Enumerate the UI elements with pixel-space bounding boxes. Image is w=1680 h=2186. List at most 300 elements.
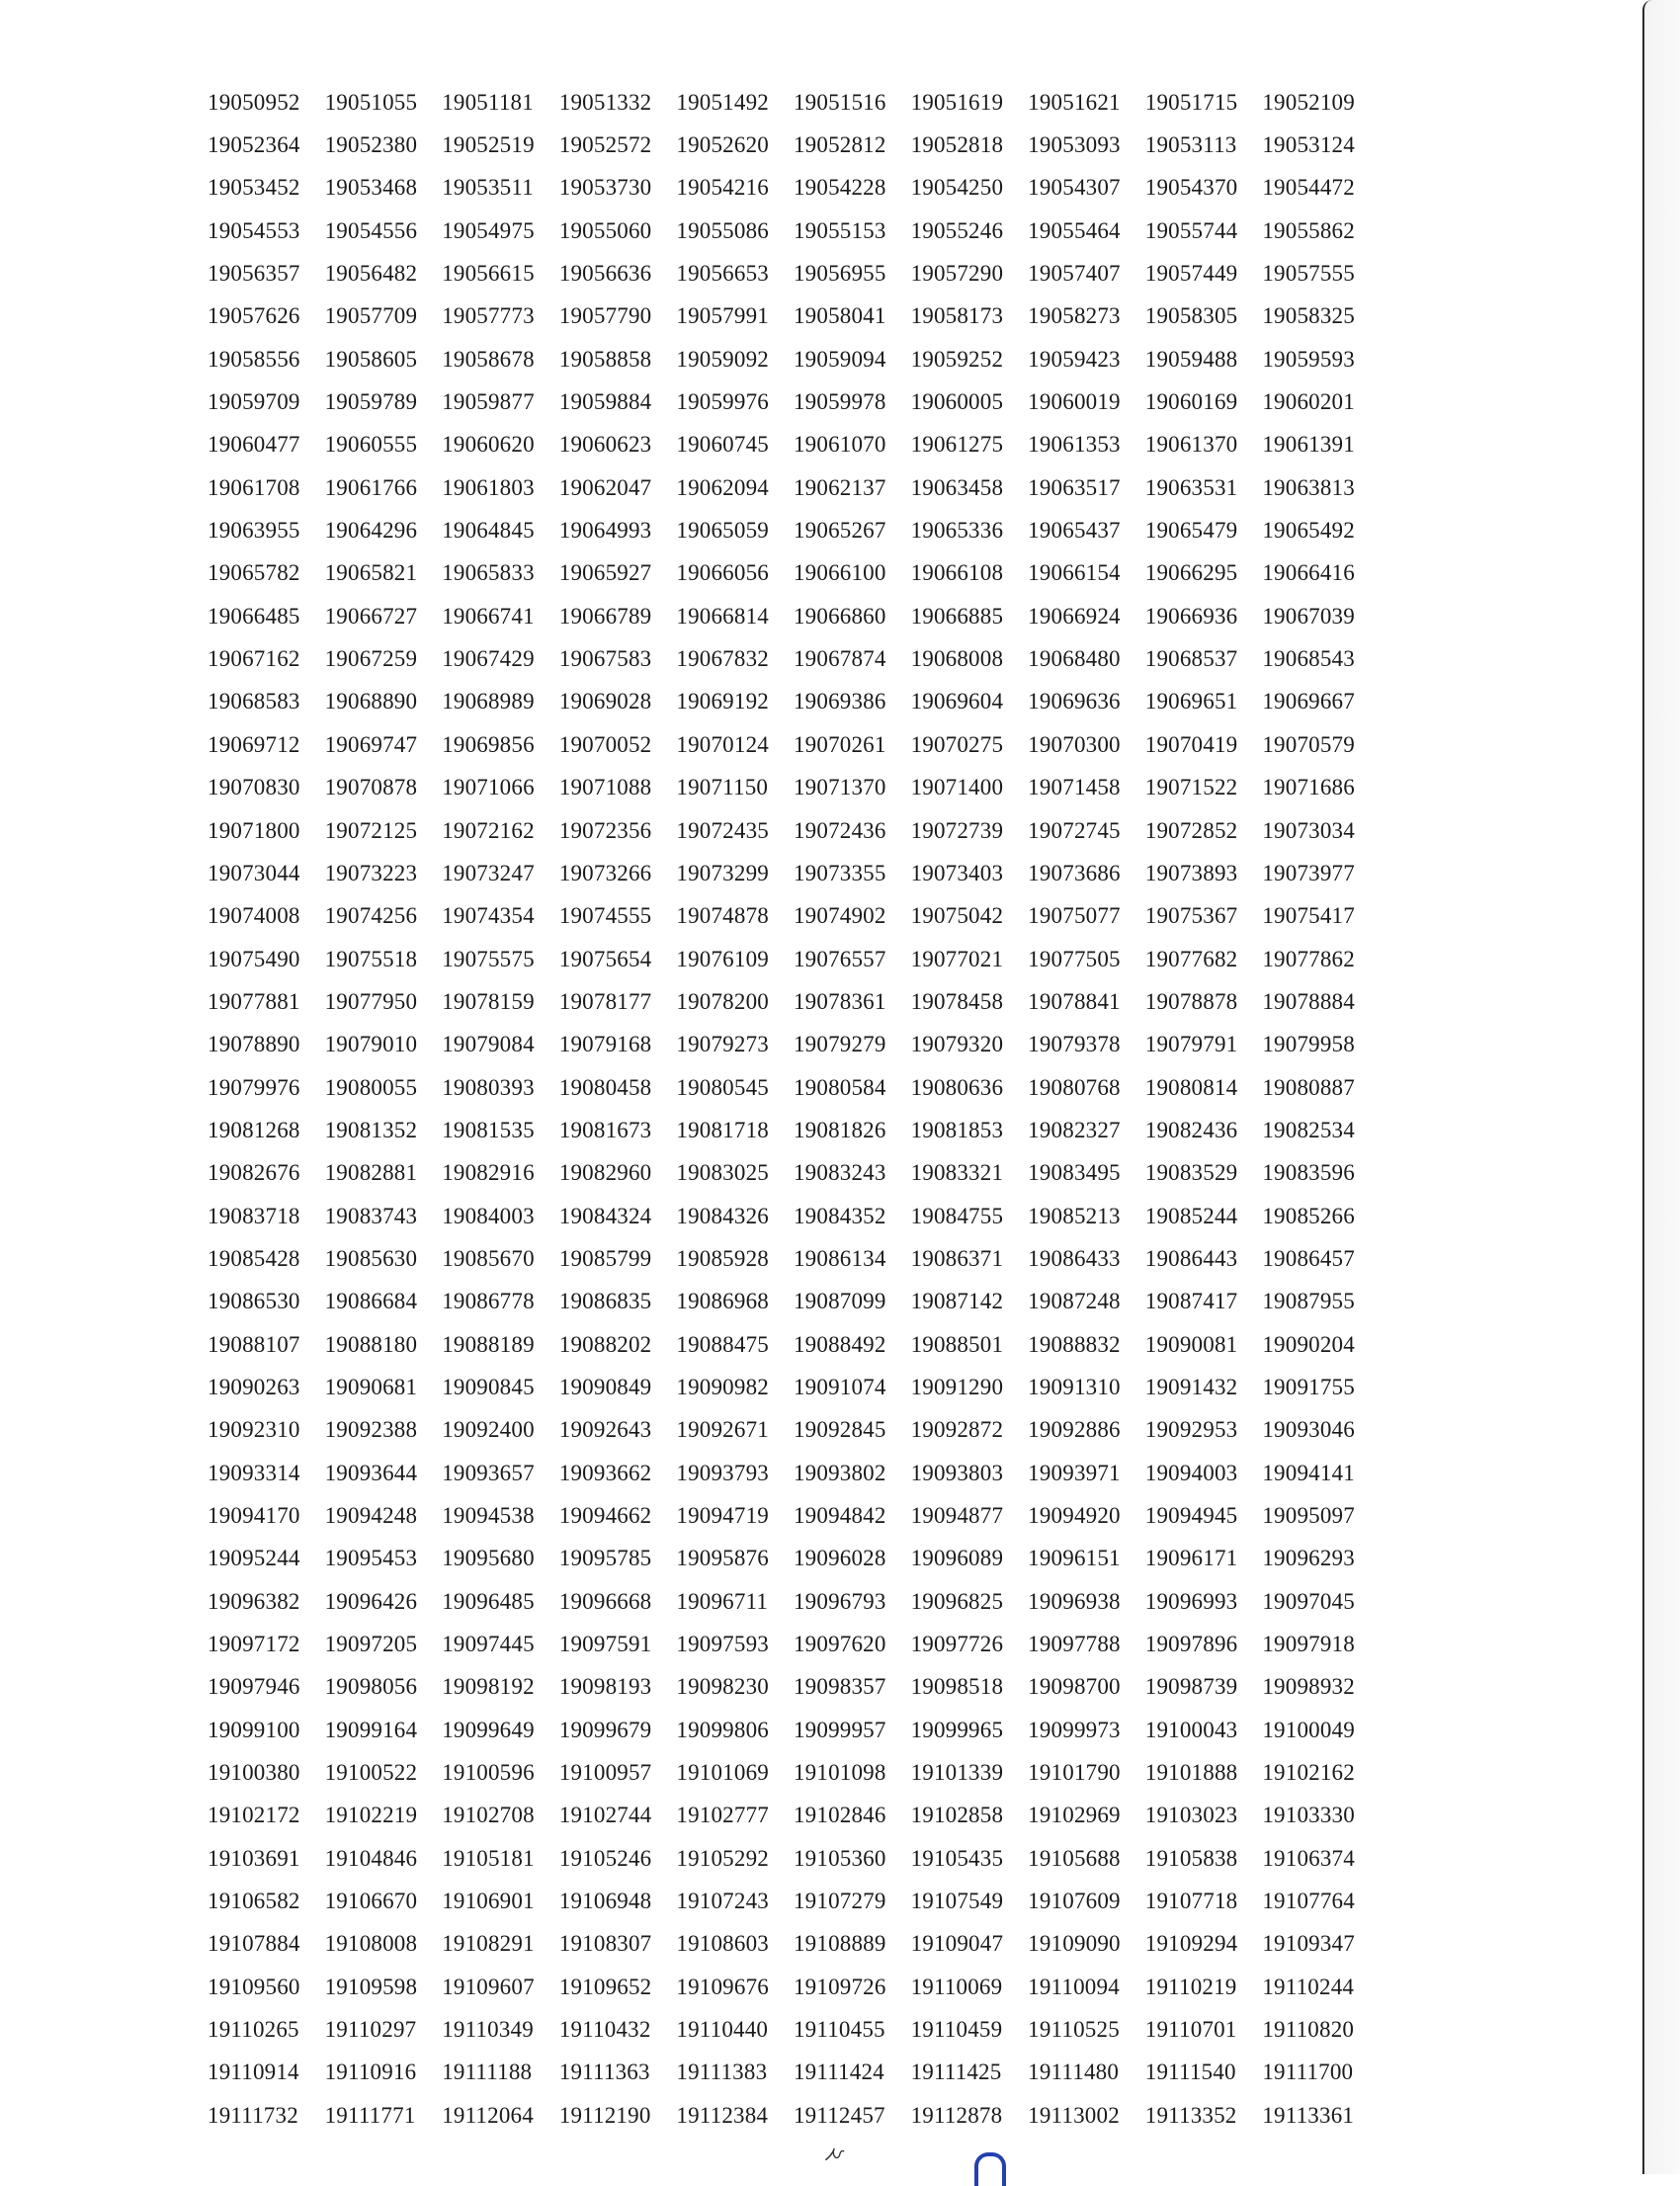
number-row [208,767,1393,809]
roll-number: 19065821 [324,560,418,586]
roll-number: 19102172 [208,1803,300,1828]
roll-number: 19073044 [208,860,300,885]
roll-number: 19096993 [1144,1588,1238,1614]
roll-number: 19075042 [910,903,1004,929]
roll-number: 19060201 [1262,389,1355,415]
roll-number: 19056615 [442,261,535,287]
roll-number: 19081535 [442,1117,535,1142]
roll-number: 19066416 [1262,560,1355,586]
roll-number: 19074256 [324,903,418,929]
roll-number: 19110219 [1144,1974,1237,1999]
roll-number: 19093046 [1262,1417,1355,1443]
roll-number: 19068989 [442,689,535,715]
roll-number: 19069747 [324,731,418,757]
ink-mark [974,2152,1006,2186]
roll-number: 19081268 [208,1117,300,1142]
roll-number: 19110701 [1144,2017,1237,2043]
roll-number: 19110820 [1262,2017,1355,2043]
roll-number: 19102219 [324,1803,418,1828]
roll-number: 19053124 [1262,132,1355,158]
roll-number: 19107279 [793,1889,886,1914]
roll-number: 19063517 [1028,474,1121,500]
roll-number: 19093793 [676,1460,769,1485]
roll-number: 19071400 [910,775,1004,800]
roll-number: 19056955 [793,261,886,287]
roll-number: 19056653 [676,261,769,287]
roll-number: 19110297 [324,2017,417,2043]
number-row [208,1837,1393,1880]
roll-number: 19083596 [1262,1160,1355,1186]
roll-number: 19085244 [1144,1203,1238,1228]
number-row [208,1066,1393,1109]
roll-number: 19111732 [208,2102,298,2128]
roll-number: 19065927 [558,560,652,586]
number-row [208,938,1393,980]
roll-number: 19087248 [1028,1289,1121,1314]
roll-number: 19066154 [1028,560,1121,586]
roll-number: 19080814 [1144,1074,1238,1100]
roll-number: 19066860 [793,603,886,629]
roll-number: 19083243 [793,1160,886,1186]
roll-number: 19110349 [442,2017,534,2043]
roll-number: 19086134 [793,1245,886,1271]
roll-number: 19070275 [910,731,1004,757]
roll-number: 19051492 [676,89,769,115]
roll-number: 19088189 [442,1331,535,1357]
roll-number: 19066814 [676,603,769,629]
roll-number: 19051715 [1144,89,1238,115]
roll-number: 19055464 [1028,217,1121,243]
roll-number: 19058173 [910,303,1004,329]
roll-number: 19110455 [793,2017,885,2043]
roll-number: 19072436 [793,817,886,843]
roll-number: 19094003 [1144,1460,1238,1485]
roll-number: 19111540 [1144,2060,1236,2085]
roll-number: 19071686 [1262,775,1355,800]
roll-number: 19057407 [1028,261,1121,287]
roll-number: 19111383 [676,2060,768,2085]
roll-number: 19105292 [676,1845,769,1871]
roll-number: 19054472 [1262,175,1355,201]
roll-number: 19105181 [442,1845,535,1871]
roll-number: 19083025 [676,1160,769,1186]
roll-number: 19072739 [910,817,1004,843]
roll-number: 19098193 [558,1674,652,1700]
roll-number: 19088107 [208,1331,300,1357]
roll-number: 19060623 [558,432,652,458]
roll-number: 19111771 [324,2102,416,2128]
roll-number: 19100043 [1144,1717,1238,1742]
roll-number: 19097620 [793,1632,886,1657]
roll-number: 19055744 [1144,217,1238,243]
roll-number: 19075417 [1262,903,1355,929]
roll-number: 19082960 [558,1160,652,1186]
roll-number: 19072852 [1144,817,1238,843]
roll-number: 19107718 [1144,1889,1238,1914]
roll-number: 19108291 [442,1931,535,1957]
roll-number: 19068480 [1028,646,1121,672]
roll-number: 19064993 [558,518,652,544]
roll-number: 19073247 [442,860,535,885]
roll-number: 19060005 [910,389,1004,415]
roll-number: 19073355 [793,860,886,885]
roll-number: 19079279 [793,1032,886,1057]
roll-number: 19069856 [442,731,535,757]
roll-number: 19106670 [324,1889,418,1914]
roll-number: 19092400 [442,1417,535,1443]
roll-number: 19070052 [558,731,652,757]
roll-number: 19052818 [910,132,1004,158]
roll-number: 19107884 [208,1931,300,1957]
roll-number: 19096028 [793,1546,886,1571]
roll-number: 19102846 [793,1803,886,1828]
roll-number: 19058273 [1028,303,1121,329]
roll-number: 19058041 [793,303,886,329]
roll-number: 19085213 [1028,1203,1121,1228]
roll-number: 19066100 [793,560,886,586]
number-row [208,2094,1393,2137]
roll-number: 19084352 [793,1203,886,1228]
roll-number: 19064845 [442,518,535,544]
roll-number: 19094170 [208,1503,300,1529]
roll-number: 19086968 [676,1289,769,1314]
roll-number: 19081352 [324,1117,418,1142]
roll-number: 19067874 [793,646,886,672]
roll-number: 19085799 [558,1245,652,1271]
roll-number: 19056482 [324,261,418,287]
roll-number: 19077021 [910,946,1004,971]
roll-number: 19074878 [676,903,769,929]
roll-number: 19054556 [324,217,418,243]
roll-number: 19094248 [324,1503,418,1529]
number-row [208,1580,1393,1623]
roll-number: 19073403 [910,860,1004,885]
roll-number: 19059488 [1144,346,1238,372]
roll-number: 19061708 [208,474,300,500]
roll-number: 19086530 [208,1289,300,1314]
roll-number: 19086371 [910,1245,1004,1271]
roll-number: 19079791 [1144,1032,1238,1057]
number-row [208,466,1393,509]
page-number: ২ [821,2145,851,2163]
roll-number: 19111700 [1262,2060,1354,2085]
roll-number: 19071800 [208,817,300,843]
number-row [208,895,1393,938]
roll-number: 19078890 [208,1032,300,1057]
roll-number: 19095097 [1262,1503,1355,1529]
roll-number: 19052812 [793,132,886,158]
roll-number: 19067429 [442,646,535,672]
roll-number: 19069636 [1028,689,1121,715]
roll-number: 19112384 [676,2102,769,2128]
roll-number: 19071150 [676,775,769,800]
number-row [208,1751,1393,1794]
roll-number: 19101339 [910,1760,1004,1786]
roll-number: 19078200 [676,988,769,1014]
roll-number: 19103023 [1144,1803,1238,1828]
roll-number: 19080887 [1262,1074,1355,1100]
roll-number: 19109652 [558,1974,652,1999]
roll-number: 19094141 [1262,1460,1355,1485]
roll-number: 19100957 [558,1760,652,1786]
roll-number: 19087142 [910,1289,1004,1314]
roll-number: 19063813 [1262,474,1355,500]
number-row [208,1152,1393,1195]
roll-number: 19088492 [793,1331,886,1357]
roll-number: 19085928 [676,1245,769,1271]
roll-number: 19104846 [324,1845,418,1871]
roll-number: 19051181 [442,89,534,115]
number-row [208,723,1393,766]
roll-number: 19110914 [208,2060,299,2085]
roll-number: 19079168 [558,1032,652,1057]
roll-number: 19073686 [1028,860,1121,885]
roll-number: 19066741 [442,603,535,629]
roll-number: 19071458 [1028,775,1121,800]
roll-number: 19094719 [676,1503,769,1529]
number-row [208,1666,1393,1709]
roll-number: 19094920 [1028,1503,1121,1529]
roll-number: 19092886 [1028,1417,1121,1443]
roll-number: 19069386 [793,689,886,715]
roll-number: 19112064 [442,2102,534,2128]
roll-number: 19093662 [558,1460,652,1485]
roll-number: 19098739 [1144,1674,1238,1700]
number-row [208,1024,1393,1066]
number-row [208,338,1393,380]
roll-number: 19075490 [208,946,300,971]
roll-number: 19105838 [1144,1845,1238,1871]
roll-number: 19052364 [208,132,300,158]
roll-number: 19060745 [676,432,769,458]
number-row [208,552,1393,595]
roll-number: 19101069 [676,1760,769,1786]
roll-number: 19059593 [1262,346,1355,372]
roll-number: 19086457 [1262,1245,1355,1271]
roll-number: 19095453 [324,1546,418,1571]
roll-number: 19091290 [910,1374,1004,1399]
roll-number: 19067162 [208,646,300,672]
roll-number: 19090681 [324,1374,418,1399]
roll-number: 19097591 [558,1632,652,1657]
roll-number: 19055862 [1262,217,1355,243]
roll-number: 19096089 [910,1546,1004,1571]
roll-number: 19088832 [1028,1331,1121,1357]
roll-number: 19080584 [793,1074,886,1100]
number-row [208,1281,1393,1323]
roll-number: 19074008 [208,903,300,929]
number-row [208,2008,1393,2051]
roll-number: 19079976 [208,1074,300,1100]
roll-number: 19102162 [1262,1760,1355,1786]
number-row [208,1237,1393,1280]
roll-number: 19098056 [324,1674,418,1700]
roll-number: 19098700 [1028,1674,1121,1700]
roll-number: 19095680 [442,1546,535,1571]
roll-number: 19083743 [324,1203,418,1228]
roll-number: 19090263 [208,1374,300,1399]
roll-number: 19110525 [1028,2017,1120,2043]
roll-number: 19077505 [1028,946,1121,971]
roll-number: 19069667 [1262,689,1355,715]
roll-number: 19099973 [1028,1717,1121,1742]
roll-number: 19084755 [910,1203,1004,1228]
roll-number: 19069192 [676,689,769,715]
roll-number: 19091755 [1262,1374,1355,1399]
roll-number: 19058556 [208,346,300,372]
roll-number: 19090845 [442,1374,535,1399]
roll-number: 19078884 [1262,988,1355,1014]
number-row [208,1538,1393,1580]
roll-number: 19070300 [1028,731,1121,757]
roll-number: 19109598 [324,1974,418,1999]
roll-number: 19090081 [1144,1331,1238,1357]
roll-number: 19054250 [910,175,1004,201]
roll-number: 19057555 [1262,261,1355,287]
number-row [208,1923,1393,1966]
number-row [208,210,1393,252]
roll-number: 19088202 [558,1331,652,1357]
roll-number: 19096293 [1262,1546,1355,1571]
roll-number: 19062047 [558,474,652,500]
number-row [208,124,1393,166]
roll-number: 19058605 [324,346,418,372]
roll-number: 19074354 [442,903,535,929]
roll-number: 19092643 [558,1417,652,1443]
roll-number: 19101888 [1144,1760,1238,1786]
roll-number: 19055060 [558,217,652,243]
roll-number: 19079010 [324,1032,418,1057]
roll-number: 19083529 [1144,1160,1238,1186]
roll-number: 19068890 [324,689,418,715]
number-row [208,1195,1393,1237]
roll-number: 19066056 [676,560,769,586]
roll-number: 19111480 [1028,2060,1120,2085]
number-row [208,1409,1393,1452]
roll-number: 19056636 [558,261,652,287]
roll-number: 19079958 [1262,1032,1355,1057]
roll-number: 19072745 [1028,817,1121,843]
roll-number: 19096825 [910,1588,1004,1614]
roll-number: 19113361 [1262,2102,1355,2128]
roll-number: 19078177 [558,988,652,1014]
roll-number: 19095244 [208,1546,300,1571]
roll-number: 19109347 [1262,1931,1355,1957]
roll-number: 19051332 [558,89,652,115]
roll-number: 19099965 [910,1717,1004,1742]
roll-number: 19094945 [1144,1503,1238,1529]
number-row [208,1795,1393,1837]
roll-number: 19052519 [442,132,535,158]
roll-number: 19060019 [1028,389,1121,415]
roll-number: 19072162 [442,817,535,843]
roll-number: 19051516 [793,89,886,115]
roll-number: 19064296 [324,518,418,544]
roll-number: 19093657 [442,1460,535,1485]
roll-number: 19059423 [1028,346,1121,372]
roll-number: 19087099 [793,1289,886,1314]
roll-number: 19071370 [793,775,886,800]
roll-number: 19065267 [793,518,886,544]
roll-number: 19093803 [910,1460,1004,1485]
roll-number: 19101098 [793,1760,886,1786]
roll-number: 19078361 [793,988,886,1014]
number-row [208,1323,1393,1366]
number-row [208,595,1393,637]
number-row [208,1709,1393,1751]
roll-number: 19075654 [558,946,652,971]
roll-number: 19094662 [558,1503,652,1529]
number-row [208,637,1393,680]
roll-number: 19078159 [442,988,535,1014]
roll-number: 19092872 [910,1417,1004,1443]
number-row [208,809,1393,852]
roll-number: 19109560 [208,1974,300,1999]
roll-number: 19096426 [324,1588,418,1614]
roll-number: 19054228 [793,175,886,201]
roll-number: 19061275 [910,432,1004,458]
roll-number: 19056357 [208,261,300,287]
roll-number: 19086835 [558,1289,652,1314]
roll-number: 19058325 [1262,303,1355,329]
roll-number: 19110432 [558,2017,651,2043]
roll-number: 19102708 [442,1803,535,1828]
roll-number: 19088180 [324,1331,418,1357]
roll-number: 19059789 [324,389,418,415]
number-row [208,852,1393,894]
roll-number: 19073977 [1262,860,1355,885]
roll-number: 19073299 [676,860,769,885]
roll-number: 19096485 [442,1588,535,1614]
roll-number: 19079320 [910,1032,1004,1057]
roll-number: 19088501 [910,1331,1004,1357]
roll-number: 19061070 [793,432,886,458]
roll-number: 19109090 [1028,1931,1121,1957]
roll-number: 19079084 [442,1032,535,1057]
roll-number: 19106374 [1262,1845,1355,1871]
roll-number: 19070124 [676,731,769,757]
roll-number: 19097726 [910,1632,1004,1657]
roll-number: 19098192 [442,1674,535,1700]
roll-number: 19112190 [558,2102,651,2128]
roll-number: 19070830 [208,775,300,800]
roll-number: 19106901 [442,1889,535,1914]
roll-number: 19083718 [208,1203,300,1228]
roll-number: 19097045 [1262,1588,1355,1614]
roll-number: 19086443 [1144,1245,1238,1271]
roll-number: 19051621 [1028,89,1121,115]
roll-number: 19072125 [324,817,418,843]
roll-number: 19100522 [324,1760,418,1786]
roll-number: 19113002 [1028,2102,1120,2128]
roll-number: 19065492 [1262,518,1355,544]
roll-number: 19083321 [910,1160,1004,1186]
roll-number: 19097205 [324,1632,418,1657]
roll-number: 19073266 [558,860,652,885]
roll-number: 19085670 [442,1245,535,1271]
number-row [208,980,1393,1023]
roll-number: 19061370 [1144,432,1238,458]
roll-number: 19099679 [558,1717,652,1742]
roll-number: 19065833 [442,560,535,586]
roll-number: 19096668 [558,1588,652,1614]
roll-number: 19054553 [208,217,300,243]
roll-number: 19110069 [910,1974,1003,1999]
roll-number: 19096938 [1028,1588,1121,1614]
roll-number: 19057991 [676,303,769,329]
roll-number: 19102777 [676,1803,769,1828]
roll-number: 19054216 [676,175,769,201]
